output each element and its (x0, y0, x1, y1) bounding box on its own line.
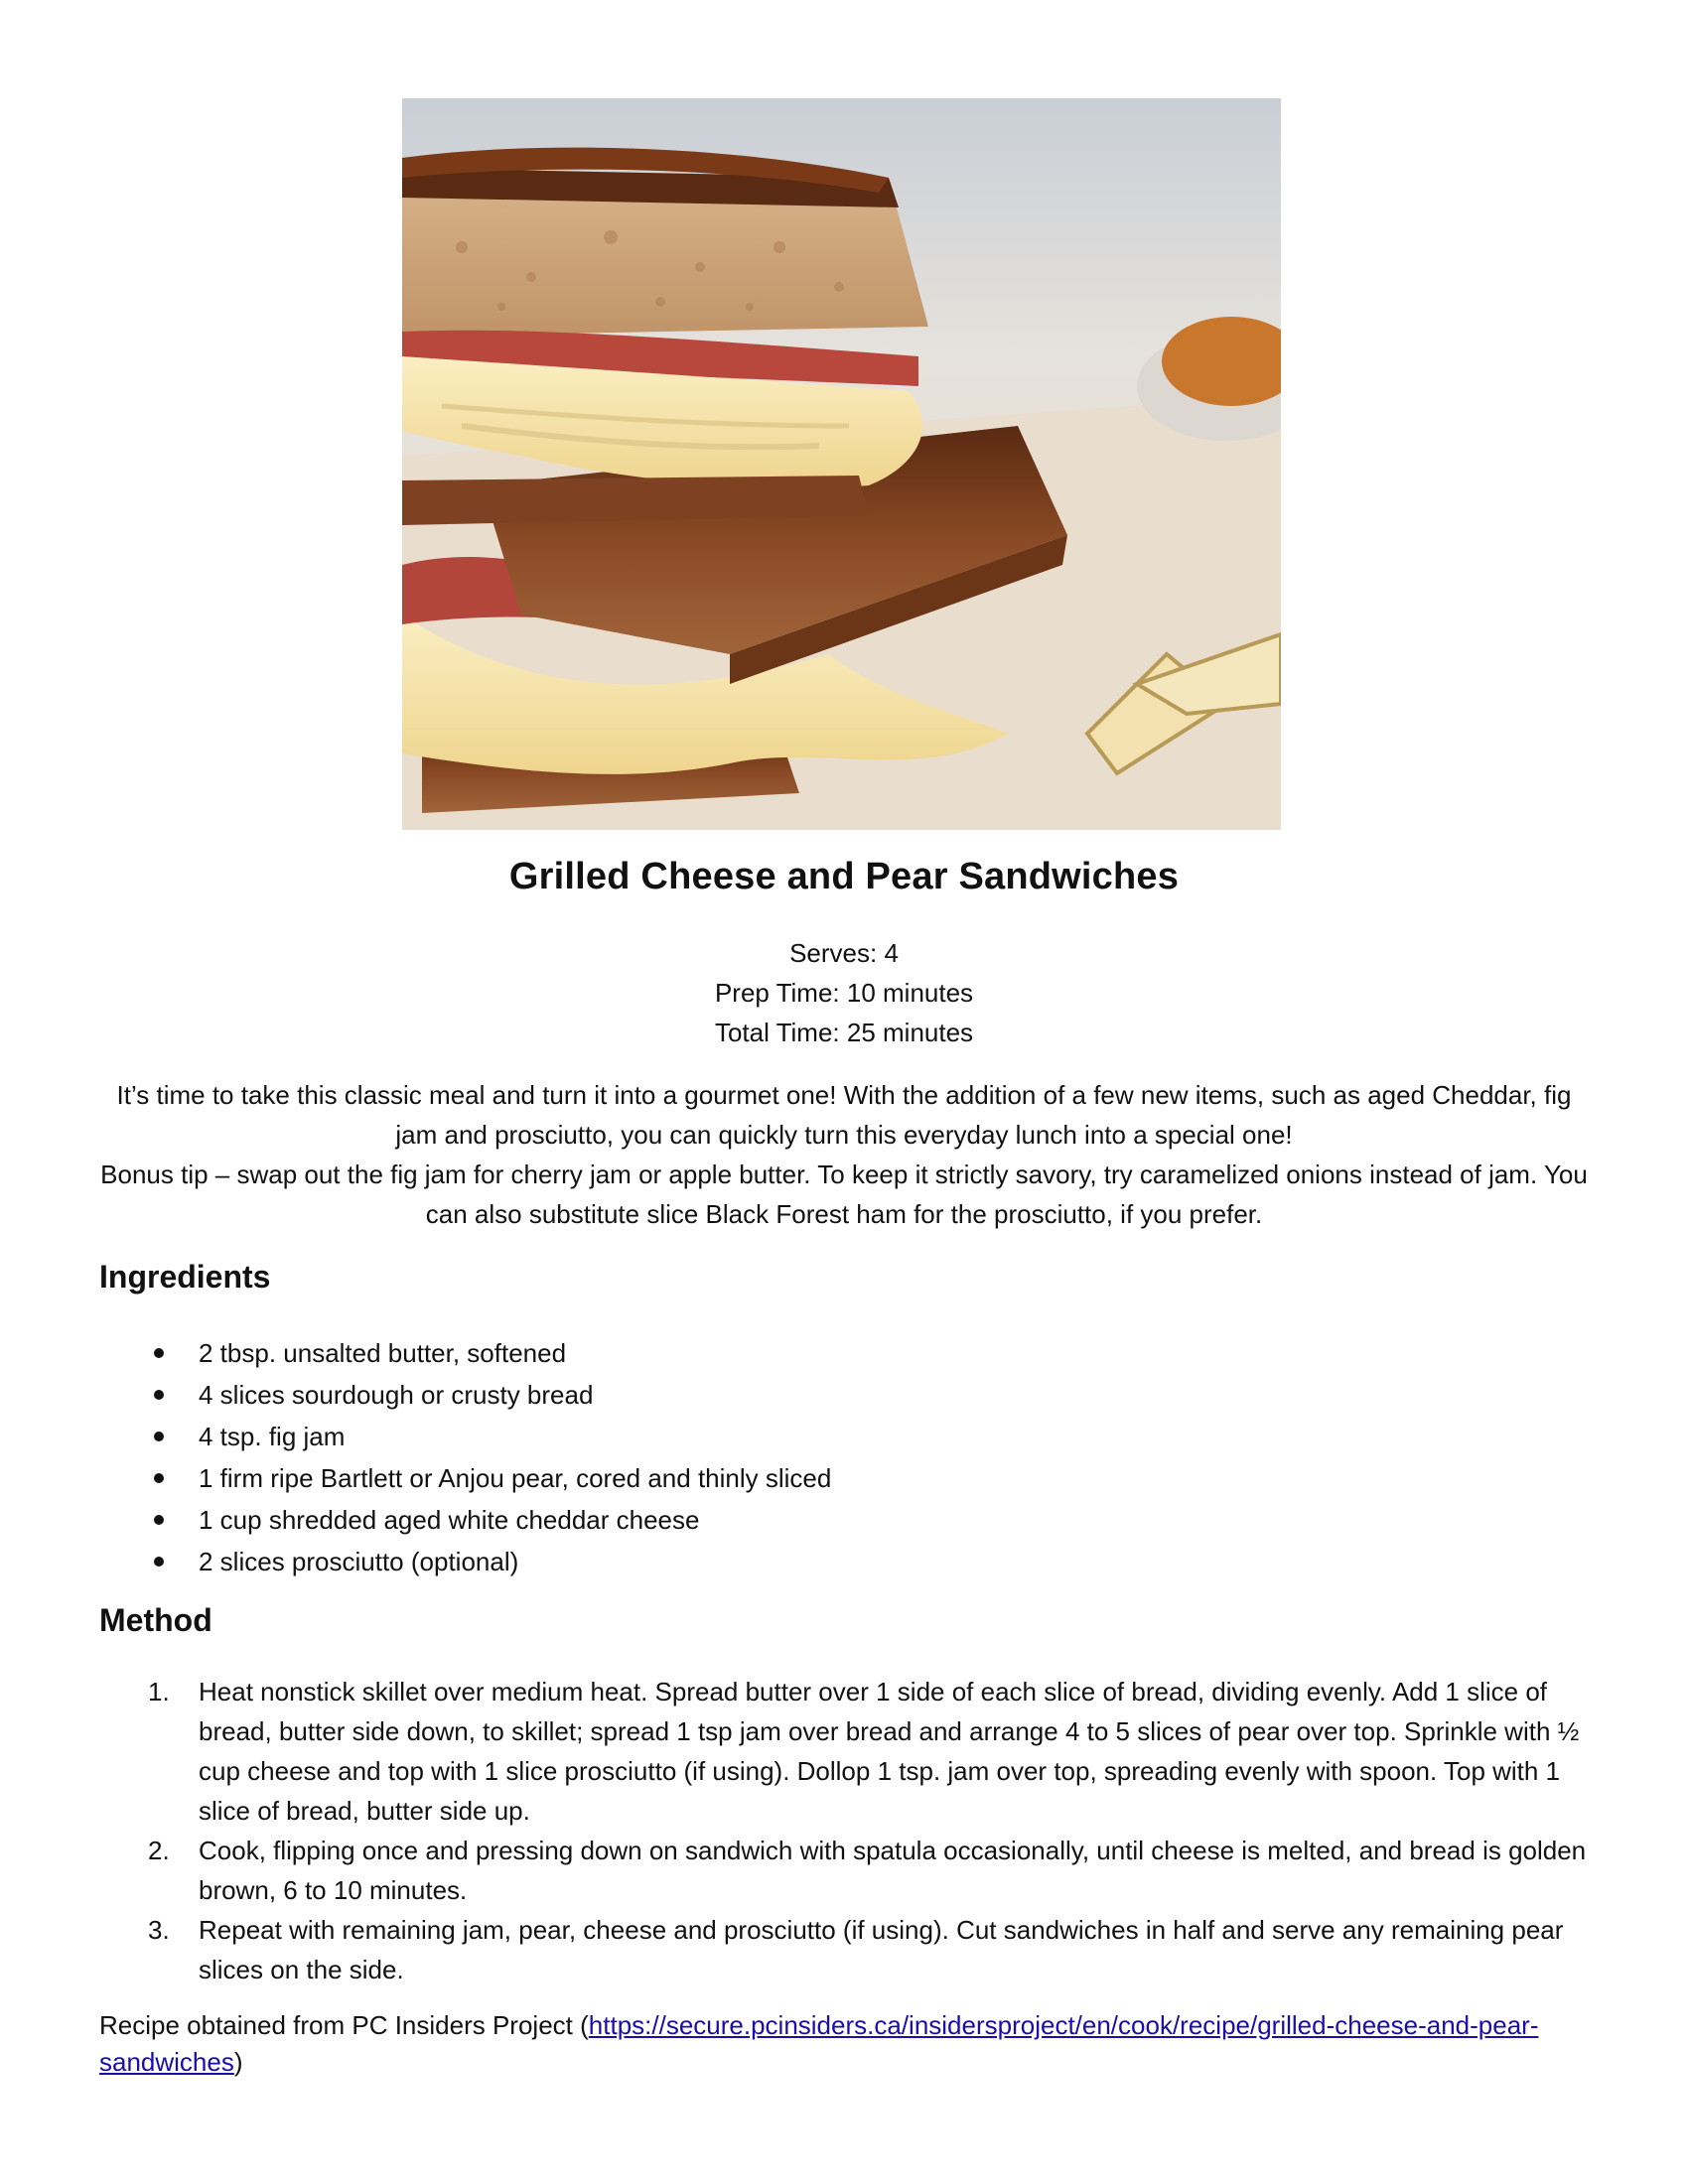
ingredient-text: 2 slices prosciutto (optional) (199, 1547, 519, 1576)
method-step (99, 1831, 1589, 1910)
list-item (99, 1374, 1589, 1416)
method-list (99, 1672, 1589, 1989)
grilled-cheese-sandwich-photo (402, 98, 1281, 830)
total-time-text: Total Time: 25 minutes (714, 1018, 974, 1047)
ingredient-text: 4 slices sourdough or crusty bread (199, 1380, 594, 1410)
bullet-icon (154, 1348, 164, 1358)
source-suffix: ) (233, 2047, 243, 2077)
bullet-icon (154, 1473, 164, 1483)
sandwich-photo (402, 98, 1281, 830)
list-item (99, 1416, 1589, 1457)
step-text: Cook, flipping once and pressing down on sandwich with spatula occasionally, until cheese is melted, and bread is golden brown, 6 to 10 minutes. (199, 1836, 1587, 1905)
step-number: 1. (148, 1677, 170, 1706)
step-number: 2. (148, 1836, 170, 1865)
intro-paragraph: It’s time to take this classic meal and turn it into a gourmet one! With the addition of a few new items, such as aged Cheddar, fig jam and prosciutto, you can quickly turn this everyday lunch into a special one! (116, 1080, 1572, 1150)
ingredients-heading: Ingredients (99, 1259, 271, 1295)
bullet-icon (154, 1557, 164, 1567)
step-number: 3. (148, 1915, 170, 1945)
source-prefix: Recipe obtained from PC Insiders Project ( (99, 2010, 589, 2040)
method-step (99, 1910, 1589, 1989)
prep-time-text: Prep Time: 10 minutes (714, 978, 974, 1008)
recipe-meta (0, 933, 1688, 1052)
serves-text: Serves: 4 (789, 938, 899, 968)
ingredient-text: 4 tsp. fig jam (199, 1422, 346, 1451)
recipe-intro (99, 1075, 1589, 1234)
ingredients-list (99, 1332, 1589, 1582)
bullet-icon (154, 1390, 164, 1400)
ingredient-text: 1 firm ripe Bartlett or Anjou pear, cored and thinly sliced (199, 1463, 832, 1493)
recipe-title: Grilled Cheese and Pear Sandwiches (508, 856, 1180, 897)
ingredient-text: 1 cup shredded aged white cheddar cheese (199, 1505, 700, 1535)
bonus-tip-paragraph: Bonus tip – swap out the fig jam for cherry jam or apple butter. To keep it strictly savory, try caramelized onions instead of jam. You can also substitute slice Black Forest ham for the prosciutto, if you prefer. (100, 1160, 1588, 1229)
step-text: Repeat with remaining jam, pear, cheese and prosciutto (if using). Cut sandwiches in half and serve any remaining pear slices on the side. (199, 1915, 1564, 1984)
source-link[interactable]: https://secure.pcinsiders.ca/insidersproject/en/cook/recipe/grilled-cheese-and-pear-sandwiches (99, 2010, 1539, 2077)
bullet-icon (154, 1432, 164, 1441)
list-item (99, 1541, 1589, 1582)
ingredient-text: 2 tbsp. unsalted butter, softened (199, 1338, 567, 1368)
recipe-source (99, 2007, 1589, 2081)
step-text: Heat nonstick skillet over medium heat. Spread butter over 1 side of each slice of bread, dividing evenly. Add 1 slice of bread, butter side down, to skillet; spread 1 tsp jam over bread and arrange 4 to 5 slices of pear over top. Sprinkle with ½ cup cheese and top with 1 slice prosciutto (if using). Dollop 1 tsp. jam over top, spreading evenly with spoon. Top with 1 slice of bread, butter side up. (199, 1677, 1580, 1826)
method-step (99, 1672, 1589, 1831)
bullet-icon (154, 1515, 164, 1525)
list-item (99, 1332, 1589, 1374)
method-heading: Method (99, 1602, 212, 1638)
list-item (99, 1457, 1589, 1499)
list-item (99, 1499, 1589, 1541)
